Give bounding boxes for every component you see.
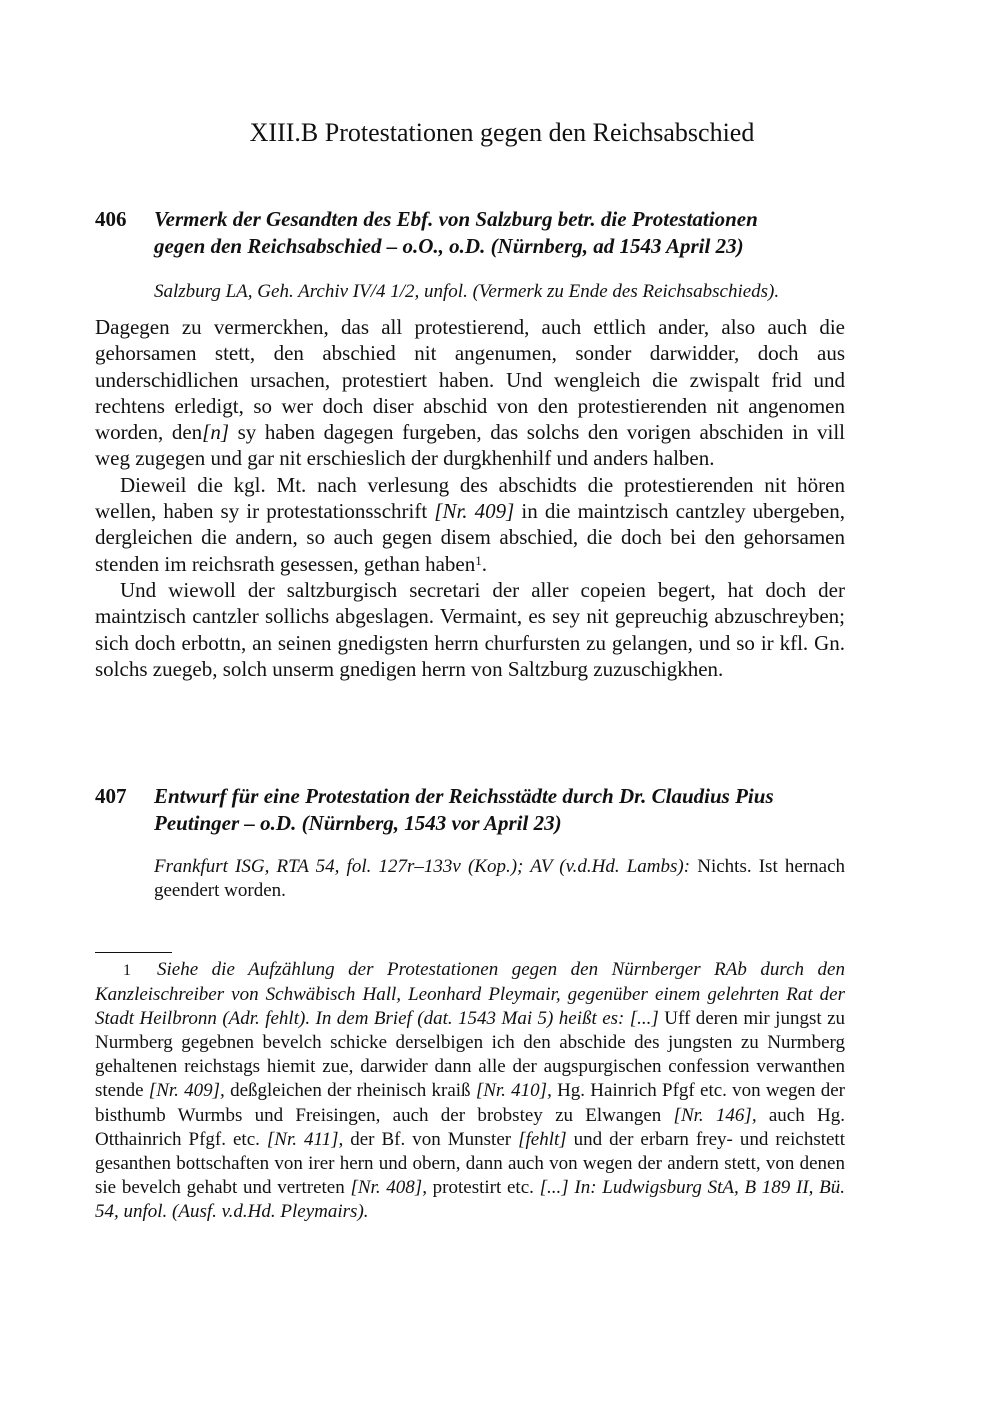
- text-run: in die maintzisch cantzley ubergeben, dergleichen die andern, so auch gegen disem abschied, die doch bei den gehorsamen stenden im reichsrath gesessen, gethan haben: [95, 499, 846, 576]
- paragraph: [95, 577, 845, 682]
- paragraph: [95, 472, 845, 577]
- entry-title-line: Vermerk der Gesandten des Ebf. von Salzburg betr. die Protestationen: [154, 207, 758, 231]
- text-run: Siehe die Aufzählung der Protestationen gegen den Nürnberger RAb durch den Kanzleischreiber von Schwäbisch Hall, Leonhard Pleymair, gegenüber einem gelehrten Rat der Stadt Heilbronn (Adr. fehlt). In dem Brief (dat. 1543 Mai 5) heißt es: [...]: [95, 959, 845, 1030]
- entry-title-line: Peutinger – o.D. (Nürnberg, 1543 vor April 23): [154, 811, 562, 835]
- cross-reference: [Nr. 410],: [475, 1080, 552, 1102]
- footnote: [95, 958, 845, 1224]
- text-run: und der erbarn frey- und reichstett gesanthen bottschaften von irer hern und obern, dann auch von wegen der andern stett, von denen sie bevelch gehabt und vertreten: [95, 1128, 845, 1198]
- entry-title: [154, 206, 845, 260]
- entry-number: 406: [95, 207, 127, 231]
- text-run: auch Hg. Otthainrich Pfgf. etc.: [95, 1104, 845, 1150]
- text-run: [...] In: Ludwigsburg StA, B 189 II, Bü. 54, unfol. (Ausf. v.d.Hd. Pleymairs).: [95, 1176, 845, 1222]
- cross-reference: [Nr. 408],: [350, 1176, 427, 1198]
- cross-reference: [Nr. 409],: [148, 1080, 225, 1102]
- entry-number: 407: [95, 784, 127, 808]
- text-run: sy haben dagegen furgeben, das solchs den vorigen abschiden in vill weg zugegen und gar nit erschieslich der durgkhenhilf und anders halben.: [95, 420, 845, 471]
- archival-note: Nichts. Ist hernach geendert worden.: [154, 856, 846, 901]
- entry-title: [154, 783, 845, 837]
- text-run: protestirt etc.: [426, 1176, 540, 1198]
- footnote-rule: [95, 952, 172, 953]
- source-text: Frankfurt ISG, RTA 54, fol. 127r–133v (Kop.); AV (v.d.Hd. Lambs):: [154, 856, 691, 877]
- entry-heading-407: [95, 783, 845, 837]
- source-text: Salzburg LA, Geh. Archiv IV/4 1/2, unfol. (Vermerk zu Ende des Reichsabschieds).: [154, 281, 780, 302]
- footnote-marker[interactable]: 1: [475, 552, 482, 568]
- text-run: Uff deren mir jungst zu Nurmberg gegebnen bevelch schicke derselbigen ich den abschide des jungsten zu Nurmberg gehaltenen reichstags hiemit zue, darwider dann alle der augspurgischen confession verwanthen stende: [95, 1008, 845, 1102]
- cross-reference: [Nr. 146],: [673, 1104, 757, 1126]
- entry-title-line: gegen den Reichsabschied – o.O., o.D. (Nürnberg, ad 1543 April 23): [154, 234, 744, 258]
- entry-heading-406: [95, 206, 845, 260]
- editorial-insert: [fehlt]: [518, 1128, 567, 1150]
- text-run: der Bf. von Munster: [343, 1128, 519, 1150]
- text-run: Dagegen zu vermerckhen, das all protestierend, auch ettlich ander, also auch die gehorsamen stett, den abschied nit angenumen, sonder darwidder, doch aus underschidlichen ursachen, protestiert haben. Und wengleich die zwispalt frid und rechtens erledigt, so wer doch diser abschid von den protestierenden nit angenomen worden, den: [95, 315, 845, 445]
- entry-body-406: [95, 314, 845, 682]
- cross-reference: [Nr. 411],: [266, 1128, 344, 1150]
- text-run: Und wiewoll der saltzburgisch secretari der aller copeien begert, hat doch der maintzisch cantzler sollichs abgeslagen. Vermaint, es sey nit gepreuchig abzuschreyben; sich doch erbottn, an seinen gnedigsten herrn churfursten zu gelangen, und so ir kfl. Gn. solchs zuegeb, solch unserm gnedigen herrn von Saltzburg zuzuschigkhen.: [95, 577, 845, 681]
- running-head: XIII.B Protestationen gegen den Reichsabschied: [249, 118, 755, 147]
- text-run: deßgleichen der rheinisch kraiß: [224, 1080, 476, 1102]
- entry-title-line: Entwurf für eine Protestation der Reichsstädte durch Dr. Claudius Pius: [154, 784, 774, 808]
- paragraph: [95, 314, 845, 472]
- cross-reference: [Nr. 409]: [434, 499, 515, 524]
- editorial-insert: [n]: [202, 420, 229, 445]
- text-run: .: [481, 551, 487, 576]
- footnote-number: 1: [123, 962, 131, 979]
- text-run: Dieweil die kgl. Mt. nach verlesung des abschidts die protestierenden nit hören wellen, haben sy ir protestationsschrift: [95, 472, 845, 524]
- text-run: Hg. Hainrich Pfgf etc. von wegen der bisthumb Wurmbs und Freisingen, auch der brobstey zu Elwangen: [95, 1080, 846, 1126]
- source-note-407: [154, 855, 845, 903]
- source-note-406: [154, 280, 845, 304]
